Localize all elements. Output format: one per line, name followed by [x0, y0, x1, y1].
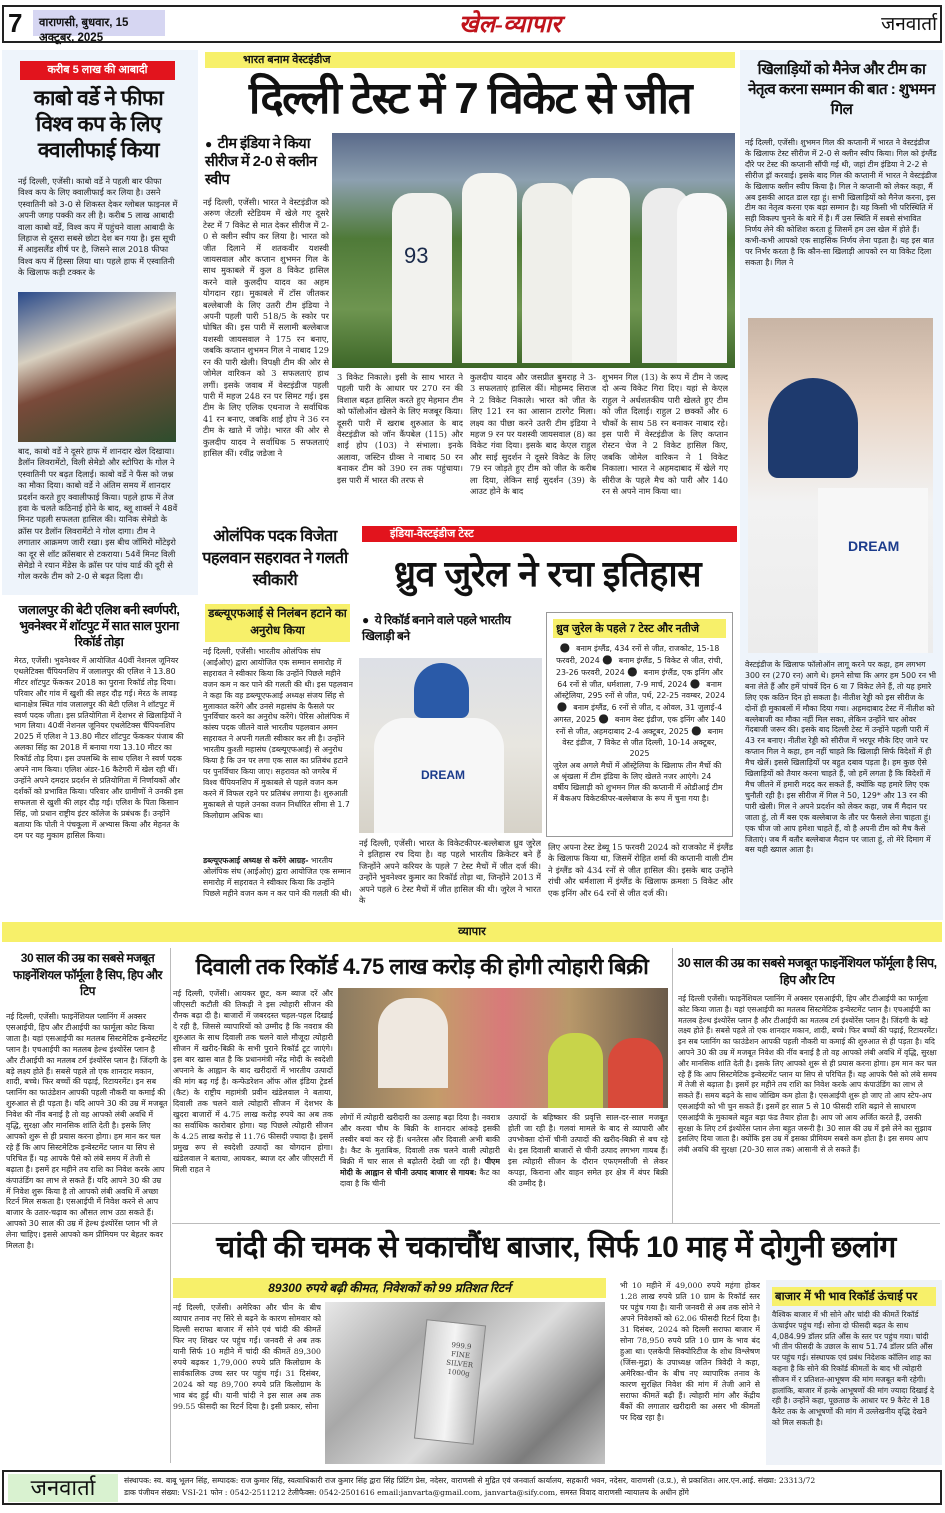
- story-body-col2-tail: कैट का दावा है कि चीनी: [340, 1168, 500, 1188]
- story-body-continued: बाद, काबो वर्डे ने दूसरे हाफ में शानदार खेल दिखाया। डैलॉन लिवरामेंटो, विली सेमेडो और स्टोपिरा के गोल ने एस्वातिनी पर बढ़त दिलाई। काबो वर्डे ने फैंस को जश्न का मौका दिया। काबो वर्डे ने अंतिम समय में शानदार प्रदर्शन करते हुए क्वालीफाई किया। पहले हाफ में तेज हवा के चलते कठिनाई होने के बाद, ब्लू शार्क्स ने 48वें मिनट पहली सफलता हासिल की। यानिक सेमेडो के क्रॉस पर डैलॉन लिवरामेंटो ने गोल दागा। टीम ने लगातार आक्रमण जारी रखा। इस बीच जॉमिरो मोंटेइरो का दूर से शॉट क्रॉसबार से टकराया। 54वें मिनट विली सेमेडो ने रयान मेंडेस के क्रॉस पर पांच यार्ड की दूरी से गोल करके टीम को 2-0 से बढ़त दिला दी।: [18, 446, 178, 582]
- dateline: वाराणसी, बुधवार, 15 अक्टूबर, 2025: [33, 10, 165, 36]
- story-subhead: ● ये रिकॉर्ड बनाने वाले पहले भारतीय खिलाड़ी बने: [362, 612, 542, 644]
- story-subhead: 89300 रुपये बढ़ी कीमत, निवेशकों को 99 प्रतिशत रिटर्न: [173, 1278, 606, 1298]
- story-body-continued: लिए अपना टेस्ट डेब्यू 15 फरवरी 2024 को राजकोट में इंग्लैंड के खिलाफ किया था, जिसमें रोहित शर्मा की कप्तानी वाली टीम ने इंग्लैंड को 434 रनों से जीत हासिल की। इसके बाद उन्होंने रांची और धर्मशाला में इंग्लैंड के खिलाफ क्रमशः 5 विकेट और एक इनिंग और 64 रनों से जीत दर्ज की।: [548, 842, 733, 898]
- stats-box-footer: जुरेल अब अगले मैचों में ऑस्ट्रेलिया के खिलाफ तीन मैचों की अ श्रृंखला में टीम इंडिया के लिए खेलते नजर आएंगे। 24 वर्षीय खिलाड़ी को शुभमन गिल की कप्तानी में ओडीआई टीम में बैकअप विकेटकीपर-बल्लेबाज के रूप में चुना गया है।: [553, 761, 723, 803]
- story-subhead: डब्ल्यूएफआई से निलंबन हटाने का अनुरोध किया: [205, 604, 350, 642]
- story-tag: इंडिया-वेस्टइंडीज टेस्ट: [362, 526, 737, 542]
- page-number: 7: [8, 8, 23, 38]
- story-headline: 30 साल की उम्र का सबसे मजबूत फाइनेंशियल फॉर्मूला है सिप, हिप और टिप: [677, 956, 937, 987]
- cabo-verde-celebration-photo: [18, 292, 176, 442]
- story-headline: जलालपुर की बेटी एलिश बनी स्वर्णपरी, भुवनेश्वर में शॉटपुट में सात साल पुराना रिकॉर्ड तोड़ा: [18, 603, 180, 649]
- sidebar-body: वैश्विक बाजार में भी सोने और चांदी की कीमतें रिकॉर्ड ऊंचाईपर पहुंच गईं। सोना दो फीसदी बढ़त के साथ 4,084.99 डॉलर प्रति औंस के स्तर पर पहुंच गया। चांदी भी तीन फीसदी के उछाल के साथ 51.74 डॉलर प्रति औंस पर पहुंच गई। संस्थापक एवं प्रबंध निदेशक कॉलिन शाह का कहना है कि सोने की रिकॉर्ड कीमतों के बाद भी त्योहारी सीजन में र प्रतिशत-आभूषण की मांग मजबूत बनी रहेगी। हालांकि, बाजार में हल्के आभूषणों की मांग ज्यादा दिखाई दे रही है। उन्होंने कहा, पूछताछ के आधार पर 9 कैरेट से 18 कैरेट तक के आभूषणों की मांग में उल्लेखनीय वृद्धि देखने को मिल सकती है।: [772, 1310, 935, 1427]
- stats-item: ● बनाम वेस्ट इंडीज, 7 विकेट से जीत दिल्ली, 10-14 अक्टूबर, 2025: [562, 727, 723, 758]
- jersey-sponsor: DREAM: [421, 768, 465, 782]
- stats-item: ● बनाम इंग्लैंड, एक इनिंग और 64 रनों से जीत, धर्मशाला, 7-9 मार्च, 2024: [557, 668, 723, 689]
- column-divider: [672, 948, 673, 1223]
- story-headline: चांदी की चमक से चकाचौंध बाजार, सिर्फ 10 माह में दोगुनी छलांग: [216, 1231, 896, 1264]
- lead-body-col1: नई दिल्ली, एजेंसी। भारत ने वेस्टइंडीज को अरुण जेटली स्टेडियम में खेले गए दूसरे टेस्ट में 7 विकेट से मात देकर सीरीज में 2-0 से क्लीन स्वीप कर लिया है। भारत को जीत दिलाने में शतकवीर यशस्वी जायसवाल और कप्तान शुभमन गिल के साथ मुकाबले में कुल 8 विकेट हासिल करने वाले कुलदीप यादव का अहम योगदान रहा। मुकाबले में टॉस जीतकर बल्लेबाजी के लिए उतरी टीम इंडिया ने अपनी पहली पारी 518/5 के स्कोर पर घोषित की। इस पारी में सलामी बल्लेबाज यशस्वी जायसवाल ने 175 रन बनाए, जबकि कप्तान शुभमन गिल ने नाबाद 129 रन की पारी खेली। विपक्षी टीम की ओर से जोमेल वारिकन को 3 सफलताएं हाथ लगीं। इसके जवाब में वेस्टइंडीज पहली पारी में महज 248 रन पर सिमट गई। इस टीम के लिए एलिक एथनाज ने सर्वाधिक 41 रन बनाए, जबकि शाई होप ने 36 रन टीम के खाते में जोड़े। भारत की ओर से कुलदीप यादव ने सर्वाधिक 5 सफलताएं हासिल कीं। रवींद्र जडेजा ने: [203, 197, 329, 458]
- stats-item: ● बनाम वेस्ट इंडीज, एक इनिंग और 140 रनों से जीत, अहमदाबाद 2-4 अक्टूबर, 2025: [556, 715, 726, 736]
- stats-box-list: [547, 640, 732, 761]
- stats-item: ● बनाम इंग्लैंड, 6 रनों से जीत, द ओवल, 31 जुलाई-4 अगस्त, 2025: [553, 703, 722, 724]
- lead-body-col3: कुलदीप यादव और जसप्रीत बुमराह ने 3-3 सफलताएं हासिल कीं। मोहम्मद सिराज ने 2 विकेट निकाले। भारत को जीत के लिए 121 रन का आसान टारगेट मिला। लक्ष्य का पीछा करने उतरी टीम इंडिया ने महज 9 रन पर यशस्वी जायसवाल (8) का विकेट गंवा दिया। इसके बाद केएल राहुल और साई सुदर्शन ने दूसरे विकेट के लिए 79 रन जोड़ते हुए टीम को जीत के करीब ला दिया, लेकिन साई सुदर्शन (39) के आउट होने के बाद: [470, 372, 596, 497]
- festive-shopping-photo: [338, 988, 668, 1108]
- stats-item: ● बनाम इंग्लैंड, 5 विकेट से जीत, रांची, 23-26 फरवरी, 2024: [556, 656, 723, 677]
- story-body-col2: भी 10 महीने में 49,000 रुपये महंगा होकर 1.28 लाख रुपये प्रति 10 ग्राम के रिकॉर्ड स्तर पर पहुंच गया है। यानी जनवरी से अब तक सोने ने अपने निवेशकों को 62.06 फीसदी रिटर्न दिया है। 31 दिसंबर, 2024 को दिल्ली सराफा बाजार में सोना 78,950 रुपये प्रति 10 ग्राम के भाव बंद हुआ था। एलकेपी सिक्योरिटीज के शोध विश्लेषण (जिंस-मुद्रा) के उपाध्यक्ष जतिन त्रिवेदी ने कहा, अमेरिका-चीन के बीच नए व्यापारिक तनाव के कारण सुरक्षित निवेश की मांग में तेजी आने से सराफा कीमतें बढ़ी हैं। त्योहारी मांग और केंद्रीय बैंकों की लगातार खरीदारी का असर भी कीमतों पर दिख रहा है।: [620, 1281, 760, 1422]
- business-section-band: व्यापार: [2, 922, 942, 942]
- story-body: नई दिल्ली एजेंसी। फाइनेंशियल प्लानिंग में अक्सर एसआईपी, हिप और टीआईपी का फार्मूला कोट किया जाता है। यहां एसआईपी का मतलब सिस्टमेटिक इन्वेस्टमेंट प्लान है। एचआईपी का मतलब हेल्थ इंश्योरेंस प्लान है और टीआईपी का मतलब टर्म इंश्योरेंस प्लान है। जिंदगी के बड़े लक्ष्य होते हैं। सबसे पहले तो एक शानदार मकान, शादी, बच्चे। फिर बच्चों की पढ़ाई, रिटायरमेंट। इन सब प्लानिंग का फाउंडेशन आपकी पहली नौकरी या कमाई की शुरुआत से ही पड़ता है। यदि आपने 30 की उम्र में मजबूत निवेश की नींव बनाई है तो वह आपको लंबी अवधि में वृद्धि, सुरक्षा और मानसिक शांति देती है। इसके लिए आपको शुरू से ही प्रयास करना होगा। हम मान कर चल रहे हैं कि आप सिस्टमेटिक इन्वेस्टमेंट प्लान या सिप से परिचित हैं। यह आपके पैसे को लंबे समय में तेजी से बढ़ाता है। इसमें हर महीने तय राशि का निवेश करके आप कंपाउंडिंग का लाभ ले सकते हैं। समय बढ़ने के साथ जोखिम कम होता है। एसआईपी शुरू हो जाए तो आप स्टेप-अप एसआईपी को भी चुन सकते हैं। इसमें हर साल 5 से 10 फीसदी राशि बढ़ाने से साधारण एसआईपी के मुकाबले बहुत बड़ा फंड तैयार होता है। आप जो आय अर्जित करते हैं, उसकी सुरक्षा के लिए टर्म इंश्योरेंस प्लान लेना बहुत जरूरी है। 30 साल की उम्र में इसे लेने का सुझाव इसलिए दिया जाता है। क्योंकि इस उम्र में इसका प्रीमियम सबसे कम होता है। इस समय आप लंबी अवधि की सुरक्षा (20-30 साल तक) आसानी से ले सकते हैं।: [678, 994, 938, 1155]
- sidebar-title: बाजार में भी भाव रिकॉर्ड ऊंचाई पर: [772, 1287, 936, 1306]
- inline-subhead: डब्ल्यूएफआई अध्यक्ष से करेंगे आग्रह-: [203, 856, 309, 865]
- jersey-number: 93: [404, 243, 429, 268]
- lead-headline: दिल्ली टेस्ट में 7 विकेट से जीत: [248, 74, 692, 123]
- stats-box-title: ध्रुव जुरेल के पहले 7 टेस्ट और नतीजे: [553, 619, 726, 638]
- story-body-col1: नई दिल्ली, एजेंसी। आयकर छूट, कम ब्याज दरें और जीएसटी कटौती की तिकड़ी ने इस त्योहारी सीजन की रौनक बढ़ा दी है। बाजारों में जबरदस्त चहल-पहल दिखाई दे रही है, जिससे व्यापारियों को उम्मीद है कि नवरात्र की शुरुआत के साथ दिवाली तक चलने वाले मौजूदा त्योहारी सीजन में खरीद-बिक्री के सभी पुराने रिकॉर्ड टूट जाएंगे। इस बार खास बात है कि प्रधानमंत्री नरेंद्र मोदी के स्वदेशी अपनाने के आह्वान के बाद खरीदारों में भारतीय उत्पादों की मांग बढ़ गई है। कन्फेडरेशन ऑफ ऑल इंडिया ट्रेडर्स (कैट) के राष्ट्रीय महामंत्री प्रवीन खंडेलवाल ने बताया, दिवाली तक चलने वाले त्योहारी सीजन में देशभर के खुदरा बाजारों में 4.75 लाख करोड़ रुपये का अब तक का सर्वाधिक कारोबार होगा। यह पिछले त्योहारी सीजन के 4.25 लाख करोड़ से 11.76 फीसदी ज्यादा है। इसमें प्रमुख रूप से स्वदेशी उत्पादों का योगदान होगा। खंडेलवाल ने बताया, आयकर, ब्याज दर और जीएसटी में मिली राहत ने: [173, 989, 333, 1174]
- imprint-line-2: डाक पंजीयन संख्या: VSI-21 फोन : 0542-2511212 टेलीफैक्स: 0542-2501616 email:janvarta@gmail.com, janvarta@sify.com, समस्त विवाद वाराणसी न्यायालय के अधीन होंगे: [124, 1488, 689, 1497]
- story-body-extra: [203, 856, 353, 920]
- story-tag: भारत बनाम वेस्टइंडीज: [205, 52, 735, 68]
- story-headline: काबो वर्डे ने फीफा विश्व कप के लिए क्वालीफाई किया: [33, 87, 164, 162]
- story-body-col1: नई दिल्ली, एजेंसी। अमेरिका और चीन के बीच व्यापार तनाव नए सिरे से बढ़ने के कारण सोमवार को दिल्ली सराफा बाजार में सोने एवं चांदी की कीमतें फिर नए शिखर पर पहुंच गईं। जनवरी से अब तक यानी सिर्फ 10 महीने में चांदी की कीमतें 89,300 रुपये बढ़कर 1,79,000 रुपये प्रति किलोग्राम के सार्वकालिक उच्च स्तर पर पहुंच गई। 31 दिसंबर, 2024 को यह 89,700 रुपये प्रति किलोग्राम के भाव बंद हुई थी। यानी चांदी ने इस साल अब तक 99.55 फीसदी का रिटर्न दिया है। इसी प्रकार, सोना: [173, 1303, 321, 1411]
- story-headline: खिलाड़ियों को मैनेज और टीम का नेतृत्व करना सम्मान की बात : शुभमन गिल: [748, 61, 935, 118]
- story-headline: ओलंपिक पदक विजेता पहलवान सहरावत ने गलती स्वीकारी: [202, 528, 348, 589]
- story-tag: करीब 5 लाख की आबादी: [20, 61, 175, 80]
- story-body-col3: उत्पादों के बहिष्कार की प्रवृत्ति साल-दर-साल मजबूत होती जा रही है। गलवां मामले के बाद से व्यापारी और उपभोक्ता दोनों चीनी उत्पादों की खरीद-बिक्री से बच रहे थे। इस दिवाली बाजारों से चीनी उत्पाद लगभग गायब हैं। इस त्योहारी सीजन के दौरान एफएमसीजी से लेकर कपड़ा, किराना और वाहन समेत हर क्षेत्र में बंपर बिक्री की उम्मीद है।: [508, 1113, 668, 1188]
- story-headline: ध्रुव जुरेल ने रचा इतिहास: [393, 553, 702, 594]
- market-sidebar: [766, 1280, 942, 1465]
- brand-logo: जनवार्ता: [881, 14, 937, 35]
- shubman-gill-photo: [748, 318, 933, 653]
- story-headline: 30 साल की उम्र का सबसे मजबूत फाइनेंशियल फॉर्मूला है सिप, हिप और टिप: [13, 951, 162, 998]
- story-body-col2-text: लोगों में त्योहारी खरीदारी का उत्साह बढ़ा दिया है। नवरात्र और करवा चौथ के बिक्री के शानदार आंकड़े इसकी तस्वीर बयां कर रहे हैं। धनतेरस और दिवाली अभी बाकी है। कैट के मुताबिक, दिवाली तक चलने वाली त्योहारी बिक्री में चार साल से बढ़ोतरी देखी जा रही है।: [340, 1113, 500, 1166]
- dhruv-jurel-photo: [359, 658, 542, 833]
- lead-subhead: ● टीम इंडिया ने किया सीरीज में 2-0 से क्लीन स्वीप: [205, 135, 330, 189]
- stats-item: ● बनाम इंग्लैंड, 434 रनों से जीत, राजकोट, 15-18 फरवरी, 2024: [556, 644, 719, 665]
- story-body: नई दिल्ली, एजेंसी। भारत के विकेटकीपर-बल्लेबाज ध्रुव जुरेल ने इतिहास रच दिया है। वह पहले भारतीय क्रिकेटर बने हैं जिन्होंने अपने करियर के पहले 7 टेस्ट मैचों में जीत दर्ज की। उन्होंने भुवनेश्वर कुमार का रिकॉर्ड तोड़ा था, जिन्होंने 2013 में अपने पहले 6 टेस्ट मैचों में जीत हासिल की थी। जुरेल ने भारत के: [359, 838, 541, 906]
- silver-bar-stamp: 999.9 FINE SILVER 1000g: [445, 1341, 474, 1379]
- jurel-stats-box: [546, 612, 733, 837]
- section-divider: [172, 1223, 940, 1224]
- story-headline: दिवाली तक रिकॉर्ड 4.75 लाख करोड़ की होगी त्योहारी बिक्री: [195, 954, 649, 979]
- team-india-celebration-photo: [332, 133, 735, 368]
- story-body-col2: [340, 1112, 500, 1220]
- imprint-line-1: संस्थापक: स्व. बाबू भूलन सिंह, सम्पादक: राज कुमार सिंह, स्वत्वाधिकारी राज कुमार सिंह द्वारा सिंह प्रिंटिंग प्रेस, नदेसर, वाराणसी से मुद्रित एवं जनवार्ता कार्यालय, सहकारी भवन, नदेसर, वाराणसी (उ.प्र.), से प्रकाशित। आर.एन.आई. संख्या: 23313/72: [124, 1476, 816, 1485]
- story-body: नई दिल्ली, एजेंसी। शुभमन गिल की कप्तानी में भारत ने वेस्टइंडीज के खिलाफ टेस्ट सीरीज में 2-0 से क्लीन स्वीप किया। गिल को इंग्लैंड दौरे पर टेस्ट की कप्तानी सौंपी गई थी, जहां टीम इंडिया ने 2-2 से सीरीज ड्रॉ करवाई। इसके बाद गिल की कप्तानी में भारत ने वेस्टइंडीज के खिलाफ क्लीन स्वीप किया है। गिल ने कप्तानी को लेकर कहा, मैं अब इसकी आदत डाल रहा हूं। सभी खिलाड़ियों को मैनेज करना, इस टीम का नेतृत्व करना एक बड़ा सम्मान है। यह किसी भी परिस्थिति में सही विकल्प चुनने के बारे में है। मैं उस स्थिति में सबसे संभावित निर्णय लेने की कोशिश करता हूं जिसमें हम उस खेल में होते हैं। कभी-कभी आपको एक साहसिक निर्णय लेना पड़ता है। यह इस बात पर निर्भर करता है कि कौन-सा खिलाड़ी आपको रन या विकेट दिला सकता है। गिल ने: [745, 138, 937, 267]
- story-body-tail: भारतीय ओलंपिक संघ (आईओए) द्वारा आयोजित एक सम्मान समारोह में सहरावत ने स्वीकार किया कि उन्होंने पिछले महीने वजन कम न कर पाने की गलती की थी।: [203, 856, 352, 898]
- story-body: नई दिल्ली, एजेंसी। भारतीय ओलंपिक संघ (आईओए) द्वारा आयोजित एक सम्मान समारोह में सहरावत ने स्वीकार किया कि उन्होंने पिछले महीने वजन कम न कर पाने की गलती की थी। इस पहलवान ने कहा कि वह डब्ल्यूएफआई अध्यक्ष संजय सिंह से मुलाकात करेंगे और उनसे महासंघ के फैसले पर पुनर्विचार करने का अनुरोध करेंगे। पेरिस ओलंपिक में कांस्य पदक जीतने वाले भारतीय पहलवान अमन सहरावत ने अपनी गलती स्वीकार कर ली है। उन्होंने भारतीय कुश्ती महासंघ (डब्ल्यूएफआई) से अनुरोध किया है कि उन पर लगा एक साल का प्रतिबंध हटाने पर पुनर्विचार किया जाए। सहरावत को जगरेब में विश्व चैंपियनशिप में मुकाबले से पहले वजन कम करने में विफल रहने पर प्रतिबंध लगाया है। शुरुआती मुकाबले से पहले उनका वजन निर्धारित सीमा से 1.7 किलोग्राम अधिक था।: [203, 647, 353, 820]
- stats-item: ● बनाम ऑस्ट्रेलिया, 295 रनों से जीत, पर्थ, 22-25 नवम्बर, 2024: [554, 680, 725, 700]
- column-divider: [170, 948, 171, 1463]
- story-body: मेरठ, एजेंसी। भुवनेश्वर में आयोजित 40वीं नेशनल जूनियर एथलेटिक्स चैंपियनशिप में जलालपुर की एलिश ने 13.80 मीटर शॉटपुट फेंककर 2018 का पुराना रिकॉर्ड तोड़ दिया। परिवार और गांव में खुशी की लहर दौड़ गई। मेरठ के लावड़ थानाक्षेत्र स्थित गांव जलालपुर की बेटी एलिश ने शॉटपुट में स्वर्ण पदक जीता। इस प्रतियोगिता में देशभर से खिलाड़ियों ने भाग लिया। 40वीं नेशनल जूनियर एथलेटिक्स चैंपियनशिप 2025 में एलिश ने 13.80 मीटर शॉटपुट फेंककर पंजाब की अलका सिंह का 2018 में बनाया गया 13.10 मीटर का रिकॉर्ड तोड़ दिया। इस उपलब्धि के साथ एलिश ने स्वर्ण पदक अपने नाम किया। एलिश अंडर-16 कैटेगरी में खेल रही थीं। उन्होंने अपने दमदार प्रदर्शन से प्रतियोगिता में निर्णायकों और दर्शकों को प्रभावित किया। परिवार और ग्रामीणों ने उनकी इस सफलता से खुशी की लहर दौड़ गई। एलिश के पिता किसान सिंह, जो प्रधान राष्ट्रीय इंटर कॉलेज के प्रबंधक हैं। उन्होंने बताया कि पोती ने पंचकूला में अभ्यास किया और मेहनत के दम पर यह मुकाम हासिल किया।: [14, 656, 184, 840]
- imprint-footer: [2, 1470, 942, 1505]
- lead-body-col4: शुभमन गिल (13) के रूप में टीम ने जल्द दो अन्य विकेट गिरा दिए। यहां से केएल राहुल ने अर्धशतकीय पारी खेलते हुए टीम को जीत दिलाई। राहुल 2 छक्कों और 6 चौकों के साथ 58 रन बनाकर नाबाद रहे। इस पारी में वेस्टइंडीज के लिए कप्तान रोस्टन चेज ने 2 विकेट हासिल किए, जबकि जोमेल वारिकन ने 1 विकेट निकाला। भारत ने अहमदाबाद में खेले गए सीरीज के पहले मैच को पारी और 140 रन से अपने नाम किया था।: [602, 372, 728, 497]
- story-body: नई दिल्ली, एजेंसी। काबो वर्डे ने पहली बार फीफा विश्व कप के लिए क्वालीफाई कर लिया है। उसने एस्वातिनी को 3-0 से शिकस्त देकर ग्लोबल फाइनल में अपनी जगह पक्की कर ली है। करीब 5 लाख आबादी वाला काबो वर्डे, विश्व कप में पहुंचने वाला आबादी के लिहाज से दूसरा सबसे छोटा देश बन गया है। इस सूची में आइसलैंड शीर्ष पर है, जिसने साल 2018 फीफा विश्व कप में हिस्सा लिया था। पहले हाफ में एस्वातिनी के खिलाफ कड़ी टक्कर के: [18, 176, 178, 278]
- silver-bars-photo: [325, 1302, 605, 1464]
- story-body-continued: वेस्टइंडीज के खिलाफ फॉलोऑन लागू करने पर कहा, हम लगभग 300 रन (270 रन) आगे थे। हमने सोचा कि अगर हम 500 रन भी बना लेते हैं और हमें पांचवें दिन 6 या 7 विकेट लेने हैं, तो यह हमारे लिए एक कठिन दिन हो सकता है। नीतीश रेड्डी को इस सीरीज के दोनों ही मुकाबलों में मौका दिया गया। अहमदाबाद टेस्ट में नीतीश को बल्लेबाजी का मौका नहीं मिल सका, लेकिन उन्होंने चार ओवर गेंदबाजी जरूर की। इसके बाद दिल्ली टेस्ट में उन्होंने पहली पारी में 43 रन बनाए। नीतीश रेड्डी को सीरीज में भरपूर मौके दिए जाने पर कप्तान गिल ने कहा, हम नहीं चाहते कि खिलाड़ी सिर्फ विदेशों में ही मैच खेलें। इससे खिलाड़ियों पर बहुत दबाव पड़ता है। हम कुछ ऐसे खिलाड़ियों को तैयार करना चाहते हैं, जो हमें लगता है कि विदेशों में मैच जीतने में हमारी मदद कर सकते हैं, क्योंकि यह हमारे लिए एक चुनौती रही है। इस सीरीज में गिल ने 50, 129* और 13 रन की पारी खेली। गिल ने अपने प्रदर्शन को लेकर कहा, जब मैं मैदान पर जाता हूं, तो मैं बस एक बल्लेबाज के तौर पर फैसले लेना चाहता हूं। एक चीज जो आप हमेशा चाहते हैं, वो है अपनी टीम को मैच कैसे जिताएं। जब मैं बतौर बल्लेबाज मैदान पर जाता हूं, तो मेरे दिमाग में बस यही ख्याल आता है।: [745, 660, 937, 855]
- jersey-sponsor: DREAM: [848, 538, 900, 554]
- inline-subhead: पीएम मोदी के आह्वान से चीनी उत्पाद बाजार से गायब:: [340, 1157, 500, 1177]
- section-title: खेल-व्यापार: [459, 12, 561, 38]
- footer-brand: जनवार्ता: [8, 1474, 118, 1502]
- imprint-text: [124, 1475, 939, 1499]
- story-body: नई दिल्ली, एजेंसी। फाइनेंशियल प्लानिंग में अक्सर एसआईपी, हिप और टीआईपी का फार्मूला कोट किया जाता है। यहां एसआईपी का मतलब सिस्टमेटिक इन्वेस्टमेंट प्लान है। एचआईपी का मतलब हेल्थ इंश्योरेंस प्लान है और टीआईपी का मतलब टर्म इंश्योरेंस प्लान है। जिंदगी के बड़े लक्ष्य होते हैं। सबसे पहले तो एक शानदार मकान, शादी, बच्चे। फिर बच्चों की पढ़ाई, रिटायरमेंट। इन सब प्लानिंग का फाउंडेशन आपकी पहली नौकरी या कमाई की शुरुआत से ही पड़ता है। यदि आपने 30 की उम्र में मजबूत निवेश की नींव बनाई है तो वह आपको लंबी अवधि में वृद्धि, सुरक्षा और मानसिक शांति देती है। इसके लिए आपको शुरू से ही प्रयास करना होगा। हम मान कर चल रहे हैं कि आप सिस्टमेटिक इन्वेस्टमेंट प्लान या सिप से परिचित हैं। यह आपके पैसे को लंबे समय में तेजी से बढ़ाता है। इसमें हर महीने तय राशि का निवेश करके आप कंपाउंडिंग का लाभ ले सकते हैं। यदि आपने 30 की उम्र में निवेश शुरू किया है तो आपको लंबी अवधि में अच्छा रिटर्न मिल सकता है। एसआईपी में निवेश करने से आप बाजार के उतार-चढ़ाव का औसत लाभ उठा सकते हैं। आपको 30 साल की उम्र में हेल्थ इंश्योरेंस प्लान भी ले लेना चाहिए। इससे आपको कम प्रीमियम पर बेहतर कवर मिलता है।: [6, 1012, 168, 1251]
- lead-body-col2: 3 विकेट निकाले। इसी के साथ भारत ने पहली पारी के आधार पर 270 रन की विशाल बढ़त हासिल करते हुए मेहमान टीम को फॉलोऑन खेलने के लिए मजबूर किया। दूसरी पारी में खराब शुरुआत के बाद वेस्टइंडीज को जॉन कैंपबेल (115) और शाई होप (103) ने संभाला। इनके अलावा, जस्टिन ग्रीव्स ने नाबाद 50 रन बनाकर टीम को 390 रन तक पहुंचाया। इस पारी में भारत की तरफ से: [337, 372, 463, 485]
